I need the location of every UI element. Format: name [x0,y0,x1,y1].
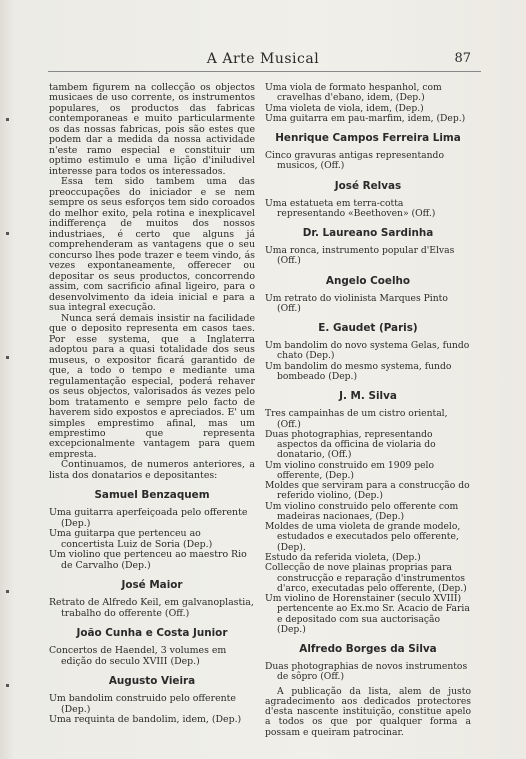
donor-heading: Dr. Laureano Sardinha [302,227,434,240]
margin-mark [6,118,9,121]
donor-heading: Angelo Coelho [325,274,411,287]
donor-heading: J. M. Silva [339,390,397,403]
donor-heading: Augusto Vieira [108,675,196,688]
donor-heading: E. Gaudet (Paris) [318,322,418,335]
list-item: Cinco gravuras antigas representando musicos, (Off.) [265,150,444,172]
list-item: Estudo da referida violeta, (Dep.) [265,551,421,563]
donor-heading: Samuel Benzaquem [94,489,210,502]
list-item: Um violino de Horenstainer (seculo XVIII) pertencente ao Ex.mo Sr. Acacio de Faria e depositado com sua auctorisação (Dep.) [265,593,470,635]
margin-mark [6,232,9,235]
list-item: Um violino construido pelo offerente com madeiras nacionaes, (Dep.) [265,500,459,522]
closing-paragraph: A publicação da lista, alem de justo agradecimento aos dedicados protectores d'esta nascente instituição, constitue apelo a todos os que por qualquer forma a possam e queiram patrocinar. [265,685,471,738]
list-item: Um violino construido em 1909 pelo offerente, (Dep.) [265,459,435,481]
header-rule [48,71,481,72]
list-item: Concertos de Haendel, 3 volumes em edição do seculo XVIII (Dep.) [49,645,227,667]
left-column [49,83,255,726]
page-number: 87 [454,51,471,66]
list-item: Uma guitarpa que pertenceu ao concertista Luiz de Soria (Dep.) [49,528,213,550]
donor-heading: José Maior [121,579,183,592]
donor-heading: Alfredo Borges da Silva [299,643,437,656]
list-item: Uma guitarra em pau-marfim, idem, (Dep.) [265,112,466,124]
list-item: Uma violeta de viola, idem, (Dep.) [265,102,424,114]
list-item: Tres campainhas de um cistro oriental, (Off.) [265,408,448,430]
running-header-title: A Arte Musical [206,51,320,67]
list-item: Um bandolim construido pelo offerente (Dep.) [49,693,236,715]
list-item: Uma viola de formato hespanhol, com cravelhas d'ebano, idem, (Dep.) [265,82,442,104]
list-item: Um violino que pertenceu ao maestro Rio de Carvalho (Dep.) [49,549,247,571]
list-item: Um retrato do violinista Marques Pinto (Off.) [265,292,448,314]
donor-heading: João Cunha e Costa Junior [76,627,228,640]
list-item: Uma estatueta em terra-cotta representando «Beethoven» (Off.) [265,197,436,219]
list-item: Uma requinta de bandolim, idem, (Dep.) [49,714,242,726]
margin-mark [6,684,9,687]
list-item: Retrato de Alfredo Keil, em galvanoplastia, trabalho do offerente (Off.) [49,597,254,619]
list-item: Moldes que serviram para a construcção do referido violino, (Dep.) [265,480,470,502]
list-item: Duas photographias, representando aspectos da officina de violaria do donatario, (Off.) [265,428,436,461]
paragraph: Continuamos, de numeros anteriores, a lista dos donatarios e depositantes: [49,459,255,481]
list-item: Duas photographias de novos instrumentos de sôpro (Off.) [265,661,468,683]
right-column [265,83,471,738]
donor-heading: José Relvas [334,179,402,192]
paragraph: Nunca será demais insistir na facilidade que o deposito representa em casos taes. Por esse systema, que a Inglaterra adoptou para a quasi totalidade dos seus museus, o expositor ficará garantido de que, a todo o tempo e mediante uma regulamentação especial, poderá rehaver os seus objectos, valorisados ás vezes pelo bom tratamento e sempre pelo facto de haverem sido expostos e apreciados. E' um simples emprestimo afinal, mas um emprestimo que representa excepcionalmente vantagem para quem empresta. [49,312,255,460]
list-item: Um bandolim do novo systema Gelas, fundo chato (Dep.) [265,340,470,362]
paragraph: Essa tem sido tambem uma das preoccupações do iniciador e se nem sempre os seus esforços tem sido coroados do melhor exito, pela rotina e inexplicavel indifferença de muitos dos nossos industriaes, é certo que alguns já comprehenderam as vantagens que o seu concurso lhes pode trazer e teem vindo, ás vezes expontaneamente, offerecer ou depositar os seus productos, concorrendo assim, com sacrificio afinal ligeiro, para o desenvolvimento da ideia inicial e para a sua integral execução. [49,176,255,314]
list-item: Um bandolim do mesmo systema, fundo bombeado (Dep.) [265,360,452,382]
list-item: Uma guitarra aperfeiçoada pelo offerente (Dep.) [49,507,248,529]
donor-heading: Henrique Campos Ferreira Lima [275,132,461,145]
list-item: Uma ronca, instrumento popular d'Elvas (Off.) [265,245,455,267]
list-item: Collecção de nove plainas proprias para construcção e reparação d'instrumentos d'arco, executadas pelo offerente, (Dep.) [265,562,467,594]
paragraph: tambem figurem na collecção os objectos musicaes de uso corrente, os instrumentos populares, os productos das fabricas contemporaneas e muito particularmente os das nossas fabricas, pois são estes que podem dar a medida da nossa actividade n'este ramo especial e constituir um optimo estimulo e uma lição d'iniludivel interesse para todos os interessados. [49,82,255,177]
margin-mark [6,590,9,593]
margin-mark [6,356,9,359]
list-item: Moldes de uma violeta de grande modelo, estudados e executados pelo offerente, (Dep). [265,521,461,553]
